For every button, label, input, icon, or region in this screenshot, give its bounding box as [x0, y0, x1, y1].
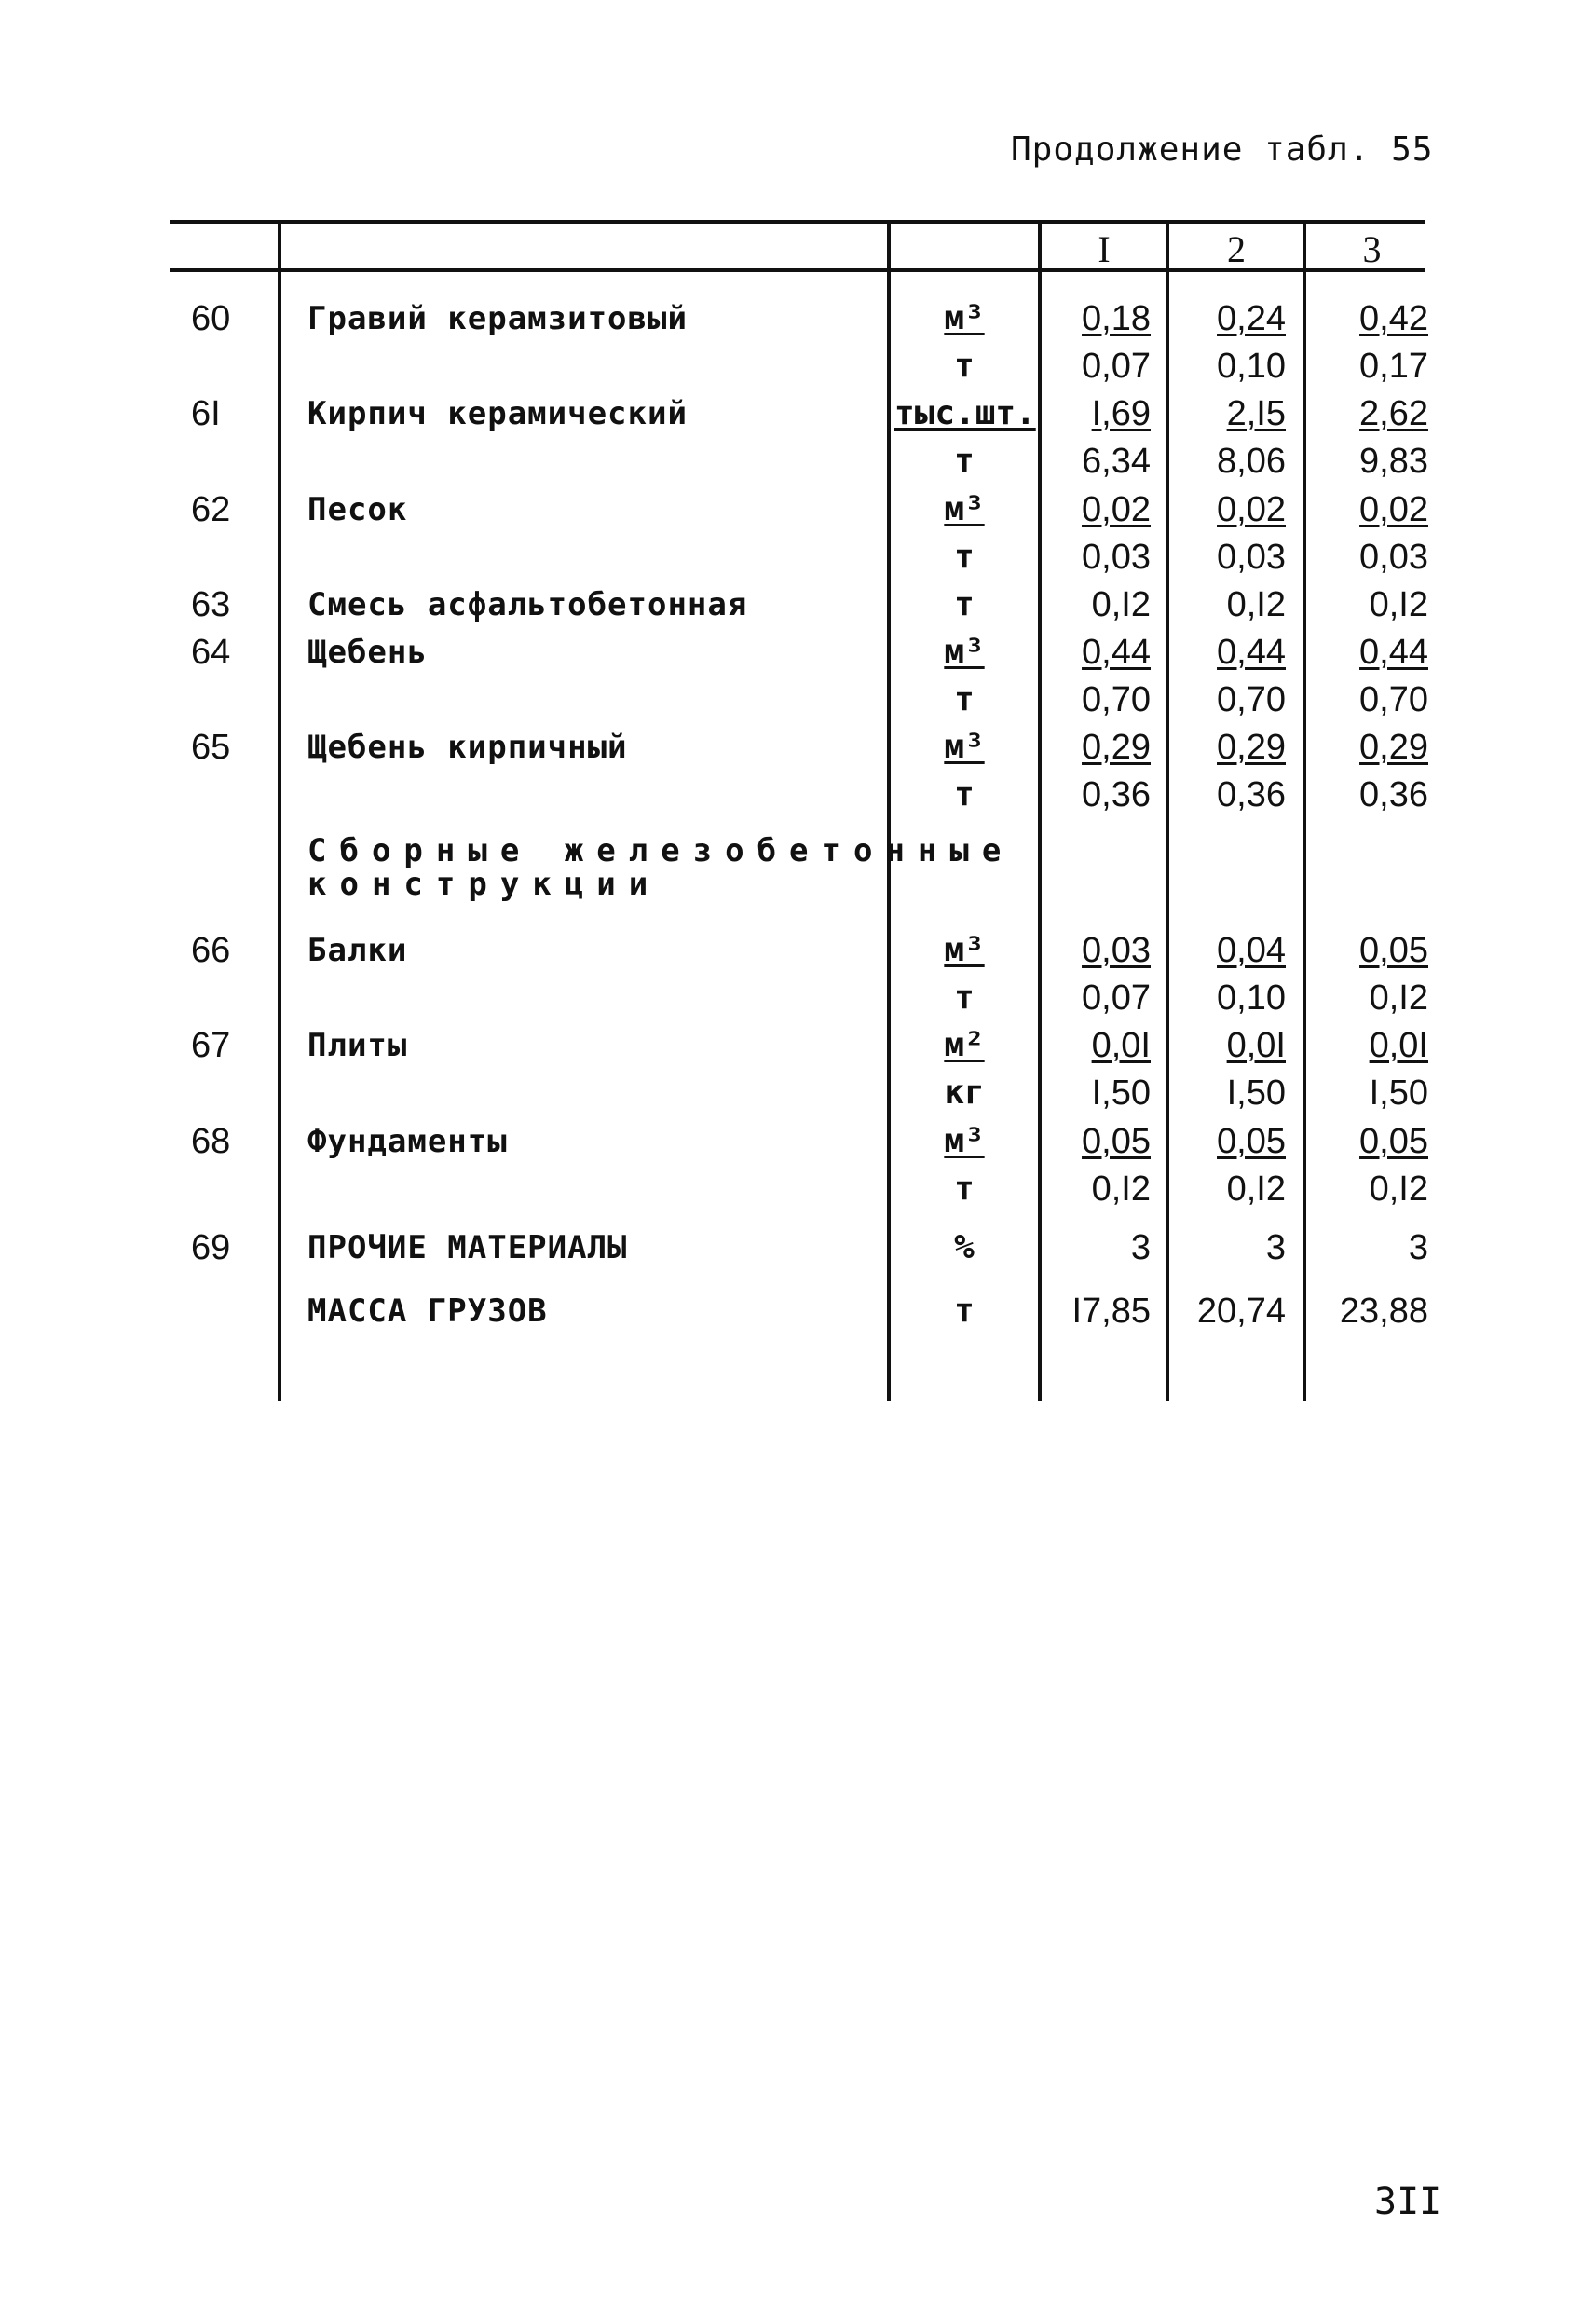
row-unit-secondary: кг — [944, 1073, 985, 1112]
row-value-col1: 0,18 — [1082, 299, 1151, 338]
row-number: 64 — [191, 633, 231, 672]
row-unit-secondary: т — [954, 775, 975, 814]
row-unit-secondary: т — [954, 680, 975, 718]
row-value-col3: 23,88 — [1339, 1292, 1428, 1331]
row-number: 62 — [191, 490, 231, 529]
section-title — [307, 834, 1239, 901]
row-number: 63 — [191, 585, 231, 624]
row-value-col2: 0,29 — [1217, 728, 1286, 767]
row-unit-secondary: т — [954, 1169, 975, 1208]
row-unit-secondary: т — [954, 347, 975, 385]
column-rule-col2 — [1303, 224, 1306, 1401]
section-title-line2: конструкции — [307, 866, 662, 903]
row-value-col3: 0,I2 — [1369, 585, 1428, 624]
row-value-col2: 0,04 — [1217, 931, 1286, 970]
row-value-col2: 3 — [1265, 1228, 1286, 1267]
row-material-name: Гравий керамзитовый — [307, 300, 688, 337]
row-material-name: ПРОЧИЕ МАТЕРИАЛЫ — [307, 1229, 628, 1266]
row-value-col1: 0,44 — [1082, 633, 1151, 672]
row-value-col1-secondary: 0,07 — [1082, 978, 1151, 1018]
column-rule-number — [278, 224, 281, 1401]
row-unit: м³ — [944, 1122, 985, 1160]
row-value-col2: 0,I2 — [1226, 585, 1286, 624]
table-caption: Продолжение табл. 55 — [1011, 130, 1434, 169]
row-value-col3-secondary: 0,I2 — [1369, 978, 1428, 1018]
row-value-col2: 2,I5 — [1226, 394, 1286, 433]
row-unit: м² — [944, 1026, 985, 1064]
section-title-line1: Сборные железобетонные — [307, 832, 1015, 869]
row-value-col3: 0,29 — [1359, 728, 1428, 767]
page-number: 3II — [1374, 2181, 1442, 2223]
row-material-name: Плиты — [307, 1027, 408, 1064]
row-unit: тыс.шт. — [894, 394, 1036, 432]
row-value-col3-secondary: 0,I2 — [1369, 1169, 1428, 1209]
row-value-col2-secondary: 0,03 — [1217, 538, 1286, 577]
row-value-col2: 20,74 — [1196, 1292, 1286, 1331]
row-value-col2-secondary: 0,10 — [1217, 978, 1286, 1018]
row-material-name: Щебень кирпичный — [307, 729, 628, 766]
row-number: 69 — [191, 1228, 231, 1267]
row-unit-secondary: т — [954, 442, 975, 480]
row-value-col3: 3 — [1408, 1228, 1428, 1267]
row-unit-secondary: т — [954, 538, 975, 576]
row-value-col3-secondary: 0,36 — [1359, 775, 1428, 814]
row-value-col3: 0,02 — [1359, 490, 1428, 529]
row-material-name: Кирпич керамический — [307, 395, 688, 432]
row-value-col1-secondary: 0,07 — [1082, 347, 1151, 386]
row-value-col1: I,69 — [1091, 394, 1151, 433]
row-value-col1-secondary: 0,03 — [1082, 538, 1151, 577]
row-value-col2-secondary: I,50 — [1226, 1073, 1286, 1113]
row-value-col1-secondary: 6,34 — [1082, 442, 1151, 481]
row-material-name: Смесь асфальтобетонная — [307, 586, 748, 623]
header-col2: 2 — [1227, 228, 1246, 270]
row-unit: м³ — [944, 633, 985, 671]
row-value-col3-secondary: I,50 — [1369, 1073, 1428, 1113]
row-unit: % — [954, 1228, 975, 1266]
row-value-col2-secondary: 8,06 — [1217, 442, 1286, 481]
row-value-col2-secondary: 0,10 — [1217, 347, 1286, 386]
column-rule-col1 — [1166, 224, 1169, 1401]
row-value-col1: I7,85 — [1071, 1292, 1151, 1331]
column-rule-unit — [1038, 224, 1042, 1401]
header-col1: I — [1098, 228, 1111, 270]
row-number: 66 — [191, 931, 231, 970]
row-value-col3-secondary: 0,17 — [1359, 347, 1428, 386]
row-value-col1: 0,03 — [1082, 931, 1151, 970]
column-rule-name — [887, 224, 891, 1401]
row-number: 68 — [191, 1122, 231, 1161]
row-number: 65 — [191, 728, 231, 767]
row-value-col3: 0,42 — [1359, 299, 1428, 338]
row-value-col3: 2,62 — [1359, 394, 1428, 433]
row-value-col3-secondary: 9,83 — [1359, 442, 1428, 481]
row-value-col2-secondary: 0,36 — [1217, 775, 1286, 814]
row-number: 60 — [191, 299, 231, 338]
row-value-col2: 0,44 — [1217, 633, 1286, 672]
row-material-name: Щебень — [307, 634, 428, 671]
row-unit: т — [954, 1292, 975, 1330]
row-value-col2: 0,02 — [1217, 490, 1286, 529]
row-unit-secondary: т — [954, 978, 975, 1017]
row-value-col2-secondary: 0,I2 — [1226, 1169, 1286, 1209]
row-unit: м³ — [944, 299, 985, 337]
table-top-rule — [170, 220, 1425, 224]
row-value-col1: 0,I2 — [1091, 585, 1151, 624]
row-value-col1: 3 — [1130, 1228, 1151, 1267]
row-value-col1-secondary: I,50 — [1091, 1073, 1151, 1113]
row-value-col2: 0,05 — [1217, 1122, 1286, 1161]
row-unit: м³ — [944, 931, 985, 969]
row-value-col3-secondary: 0,03 — [1359, 538, 1428, 577]
row-unit: м³ — [944, 728, 985, 766]
row-material-name: МАССА ГРУЗОВ — [307, 1292, 548, 1330]
row-material-name: Фундаменты — [307, 1123, 508, 1160]
row-value-col1: 0,05 — [1082, 1122, 1151, 1161]
row-value-col1: 0,0I — [1091, 1026, 1151, 1065]
row-number: 67 — [191, 1026, 231, 1065]
row-value-col3-secondary: 0,70 — [1359, 680, 1428, 719]
row-value-col3: 0,05 — [1359, 1122, 1428, 1161]
row-value-col2-secondary: 0,70 — [1217, 680, 1286, 719]
row-value-col2: 0,0I — [1226, 1026, 1286, 1065]
row-material-name: Балки — [307, 932, 408, 969]
row-value-col1: 0,29 — [1082, 728, 1151, 767]
row-unit: т — [954, 585, 975, 623]
row-number: 6I — [191, 394, 221, 433]
row-value-col1-secondary: 0,36 — [1082, 775, 1151, 814]
row-material-name: Песок — [307, 491, 408, 528]
row-value-col3: 0,0I — [1369, 1026, 1428, 1065]
row-value-col2: 0,24 — [1217, 299, 1286, 338]
row-value-col1-secondary: 0,I2 — [1091, 1169, 1151, 1209]
row-value-col3: 0,44 — [1359, 633, 1428, 672]
header-col3: 3 — [1362, 228, 1382, 270]
row-value-col1-secondary: 0,70 — [1082, 680, 1151, 719]
row-unit: м³ — [944, 490, 985, 528]
row-value-col3: 0,05 — [1359, 931, 1428, 970]
row-value-col1: 0,02 — [1082, 490, 1151, 529]
